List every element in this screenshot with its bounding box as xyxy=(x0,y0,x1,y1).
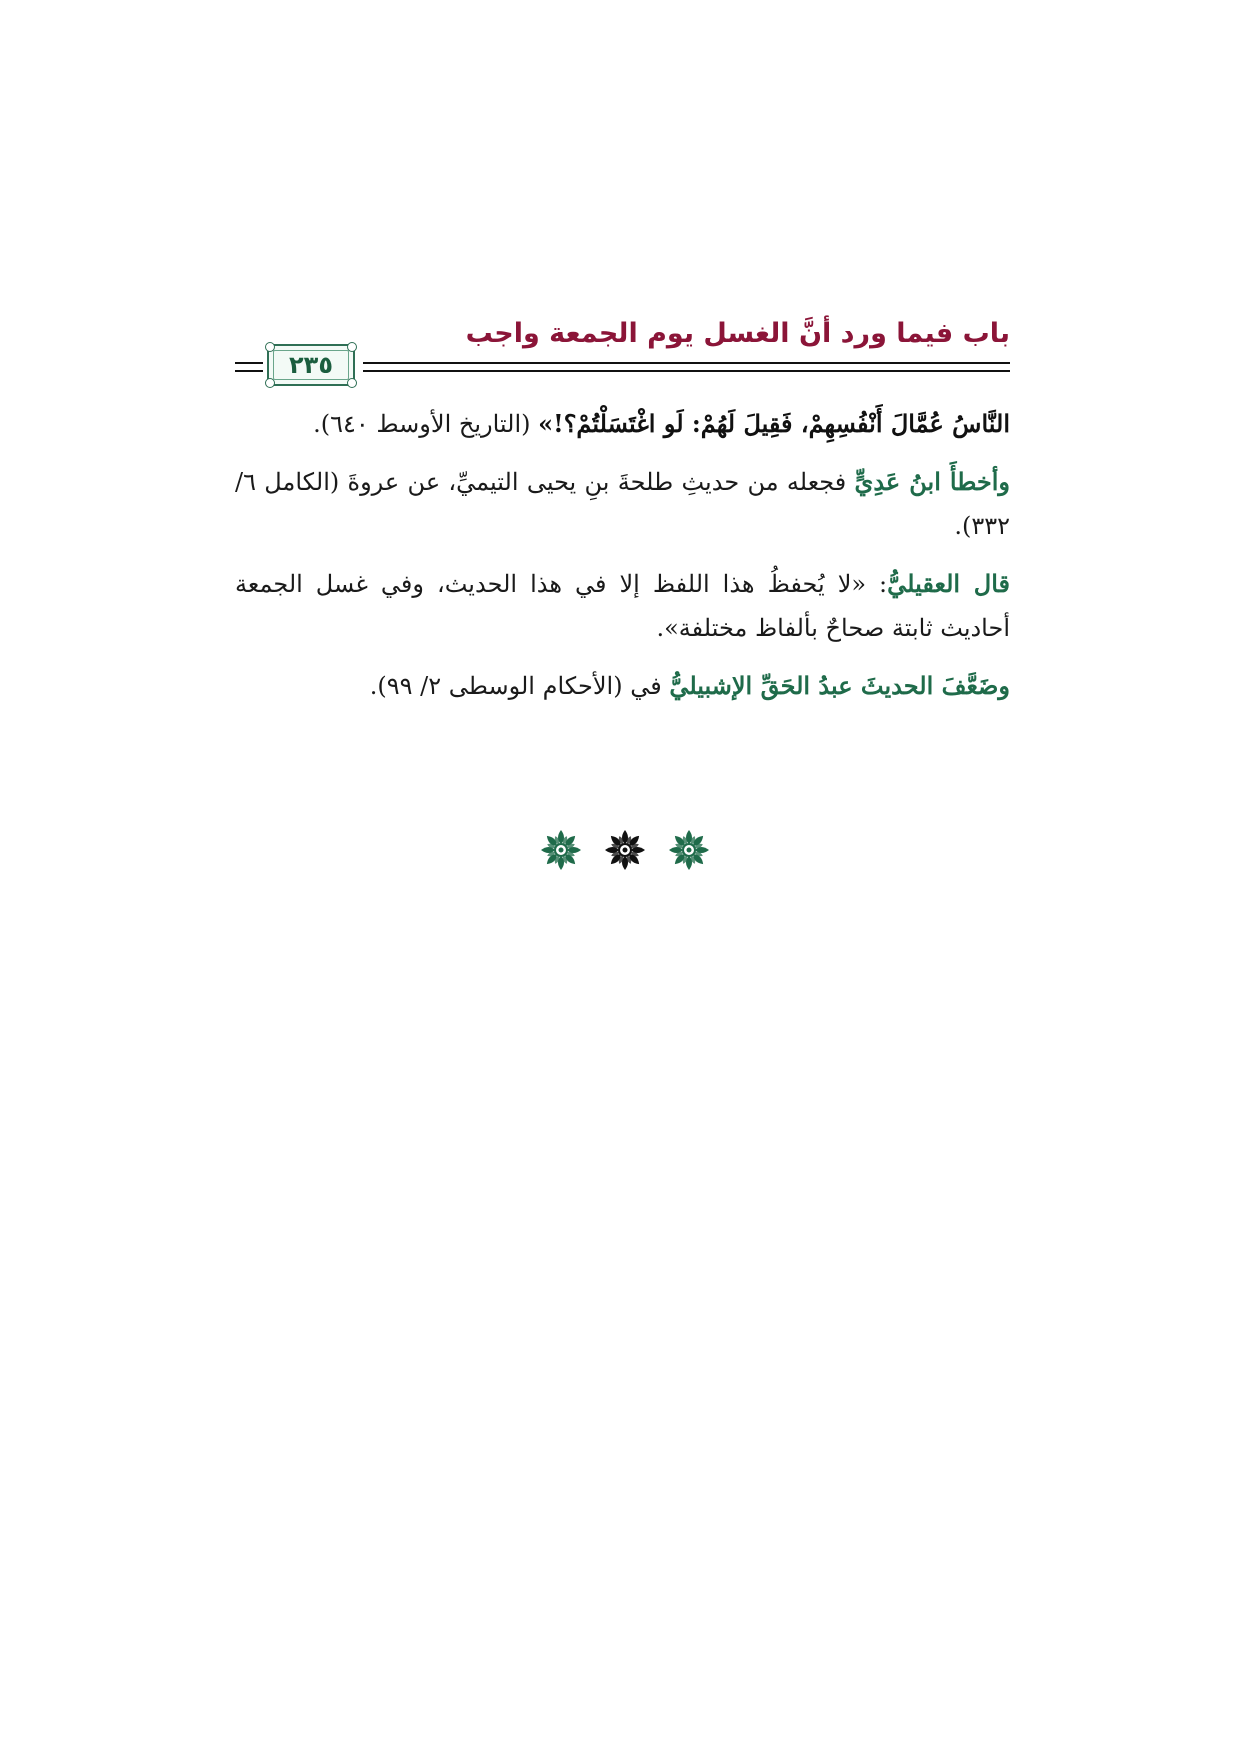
header-rule-left-bottom xyxy=(235,370,263,372)
paragraph-text: في (الأحكام الوسطى ٢/ ٩٩). xyxy=(369,672,670,700)
scholar-name: قال العقيليُّ xyxy=(887,569,1010,598)
frame-corner-ornament-icon xyxy=(347,378,357,388)
page-number: ٢٣٥ xyxy=(289,351,333,379)
chapter-title: باب فيما ورد أنَّ الغسل يوم الجمعة واجب xyxy=(465,318,1010,349)
header-rule-top xyxy=(363,362,1010,364)
frame-corner-ornament-icon xyxy=(265,378,275,388)
flower-ornament-icon xyxy=(539,828,583,872)
frame-corner-ornament-icon xyxy=(265,342,275,352)
header-rule-bottom xyxy=(363,370,1010,372)
page-number-frame xyxy=(267,344,355,386)
paragraph-3 xyxy=(235,562,1010,650)
flower-ornament-icon xyxy=(667,828,711,872)
scholar-name: وضَعَّفَ الحديثَ عبدُ الحَقِّ الإشبيليُّ xyxy=(669,671,1010,700)
frame-corner-ornament-icon xyxy=(347,342,357,352)
paragraph-text: : «لا يُحفظُ هذا اللفظ إلا في هذا الحديث، وفي غسل الجمعة أحاديث ثابتة صحاحٌ بألفاظ مختلفة». xyxy=(235,570,1010,642)
scholar-name: وأخطأَ ابنُ عَدِيٍّ xyxy=(854,467,1011,496)
flower-ornament-icon xyxy=(603,828,647,872)
paragraph-4 xyxy=(235,664,1010,708)
paragraph-text: فجعله من حديثِ طلحةَ بنِ يحيى التيميِّ، عن عروةَ (الكامل ٦/ ٣٣٢). xyxy=(235,468,1010,540)
header-rule-left-top xyxy=(235,362,263,364)
paragraph-text: (التاريخ الأوسط ٦٤٠). xyxy=(313,410,539,438)
page-body xyxy=(235,402,1010,722)
section-end-ornaments xyxy=(510,820,740,880)
hadith-quote: النَّاسُ عُمَّالَ أَنْفُسِهِمْ، فَقِيلَ لَهُمْ: لَو اغْتَسَلْتُمْ؟!» xyxy=(538,409,1010,438)
paragraph-2 xyxy=(235,460,1010,548)
page-header xyxy=(235,302,1010,392)
paragraph-1 xyxy=(235,402,1010,446)
